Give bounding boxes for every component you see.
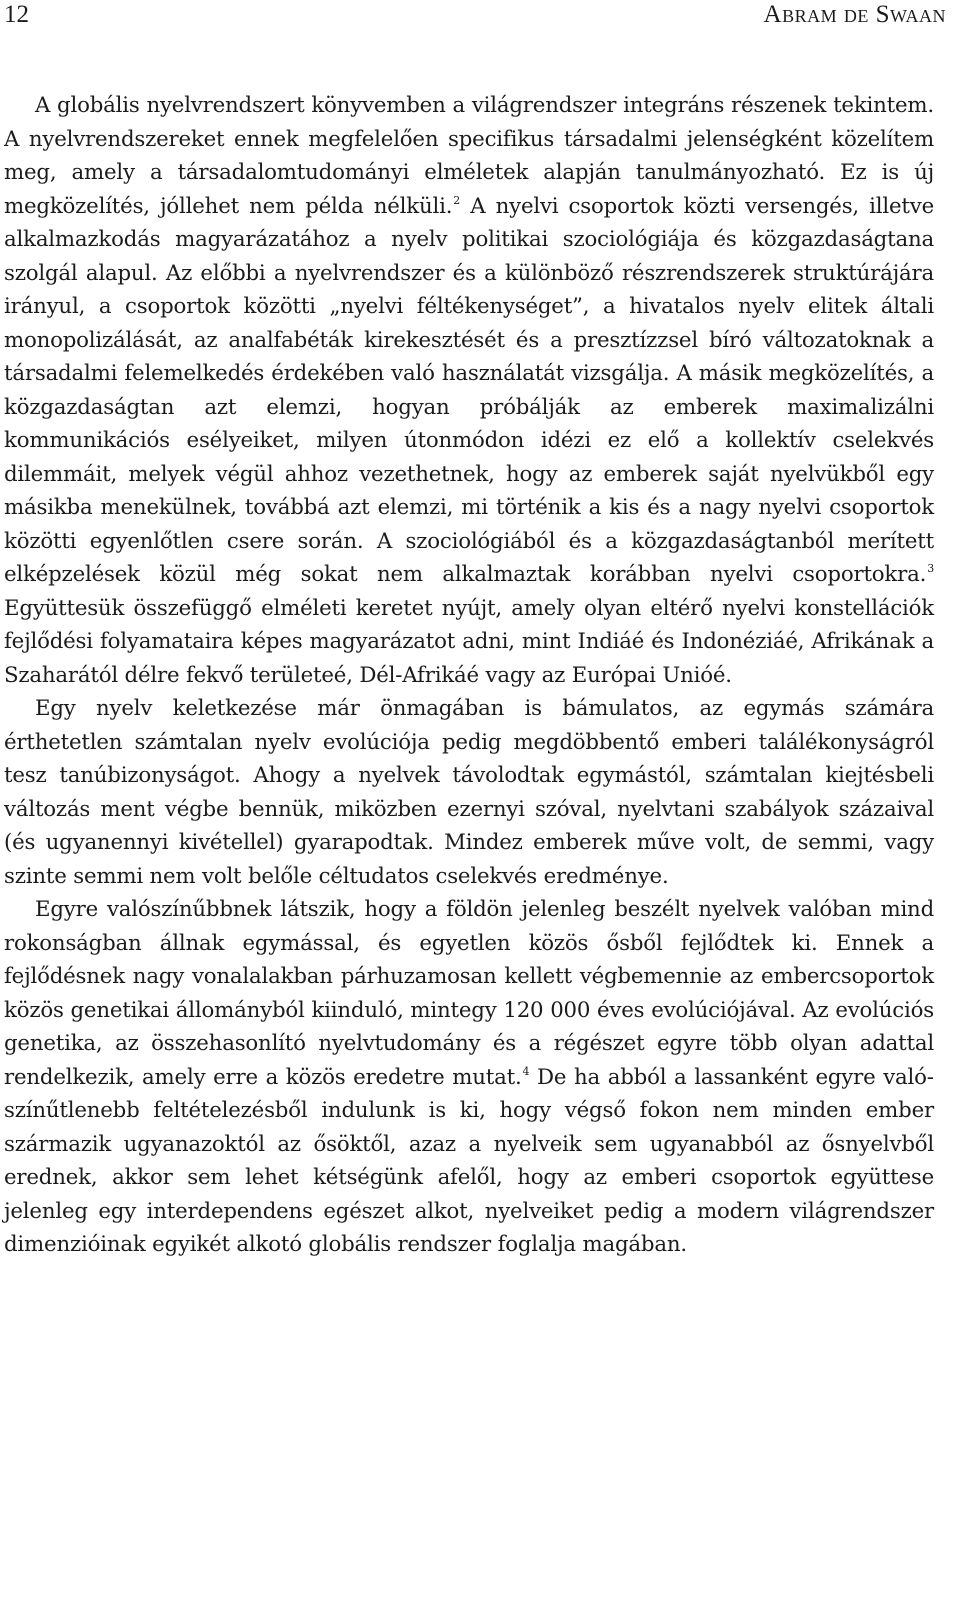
footnote-marker: 2 [453,193,461,207]
page-number: 12 [4,1,29,28]
footnote-marker: 3 [927,562,934,575]
text-segment: A nyelvi csoportok közti versengés, illetve alkalmazkodás magyarázatához a nyelv politikai szociológiája és közgazdaságtana szolgál alapul. Az előbbi a nyelvrendszer és a különböző részrendszerek struktúrájára irányul, a csoportok közötti „nyelvi féltékenységet”, a hivatalos nyelv elitek általi monopolizálását, az analfabéták kirekesztését és a presztízzsel bíró változatoknak a társadalmi felemelkedés érdekében való használatát vizsgálja. A másik megközelítés, a közgazdaságtan azt elemzi, hogyan próbálják az emberek maximalizálni kommunikációs esélyeiket, milyen útonmódon idézi ez elő a kollektív cselekvés dilemmáit, melyek végül ahhoz vezethetnek, hogy az emberek saját nyelvükből egy másikba menekülnek, továbbá azt elemzi, mi történik a kis és a nagy nyelvi csoportok közötti egyenlőtlen csere során. A szociológiából és a közgazdaságtanból merített elképzelések közül még sokat nem alkalmaztak korábban nyelvi csoportokra. [4,193,934,587]
paragraph [4,692,934,893]
text-segment: Egyre valószínűbbnek látszik, hogy a földön jelenleg beszélt nyelvek valóban mind rokonságban állnak egymással, és egyetlen közös ősből fejlődtek ki. Ennek a fejlődésnek nagy vonalalakban párhuzamosan kellett végbemennie az embercsoportok közös genetikai állományból kiinduló, mintegy 120 000 éves evolúciójával. Az evolúciós genetika, az összehasonlító nyelvtudomány és a régészet egyre több olyan adattal rendelkezik, amely erre a közös eredetre mutat. [4,897,934,1090]
text-segment: Együttesük összefüggő elméleti keretet nyújt, amely olyan eltérő nyelvi konstellációk fejlődési folyamataira képes magyarázatot adni, mint Indiáé és Indonéziáé, Afrikának a Szaharától délre fekvő területeé, Dél-Afrikáé vagy az Európai Unióé. [4,595,934,688]
text-segment: De ha abból a lassanként egyre valószínűtlenebb feltételezésből indulunk is ki, hogy végső fokon nem minden ember származik ugyanazoktól az ősöktől, azaz a nyelveik sem ugyanabból az ősnyelvből erednek, akkor sem lehet kétségünk afelől, hogy az emberi csoportok együttese jelenleg egy interdependens egészet alkot, nyelveiket pedig a modern világrendszer dimenzióinak egyikét alkotó globális rendszer foglalja magában. [4,1064,934,1257]
paragraph [4,89,934,692]
text-segment: A globális nyelvrendszert könyvemben a világrendszer integráns részenek tekintem. A nyelvrendszereket ennek megfelelően specifikus társadalmi jelenségként közelítem meg, amely a társadalomtudományi elméletek alapján tanulmányozható. Ez is új megközelítés, jóllehet nem példa nélküli. [4,93,934,219]
running-head-author: Abram de Swaan [763,1,946,28]
footnote-marker: 4 [522,1064,530,1078]
text-segment: Egy nyelv keletkezése már önmagában is bámulatos, az egymás számára érthetetlen számtalan nyelv evolúciója pedig megdöbbentő emberi találékonyságról tesz tanúbizonyságot. Ahogy a nyelvek távolodtak egymástól, számtalan kiejtésbeli változás ment végbe bennük, miközben ezernyi szóval, nyelvtani szabályok százaival (és ugyanennyi kivétellel) gyarapodtak. Mindez emberek műve volt, de semmi, vagy szinte semmi nem volt belőle céltudatos cselekvés eredménye. [4,696,934,889]
body-text [4,89,934,1262]
paragraph [4,893,934,1262]
running-head [4,0,946,30]
